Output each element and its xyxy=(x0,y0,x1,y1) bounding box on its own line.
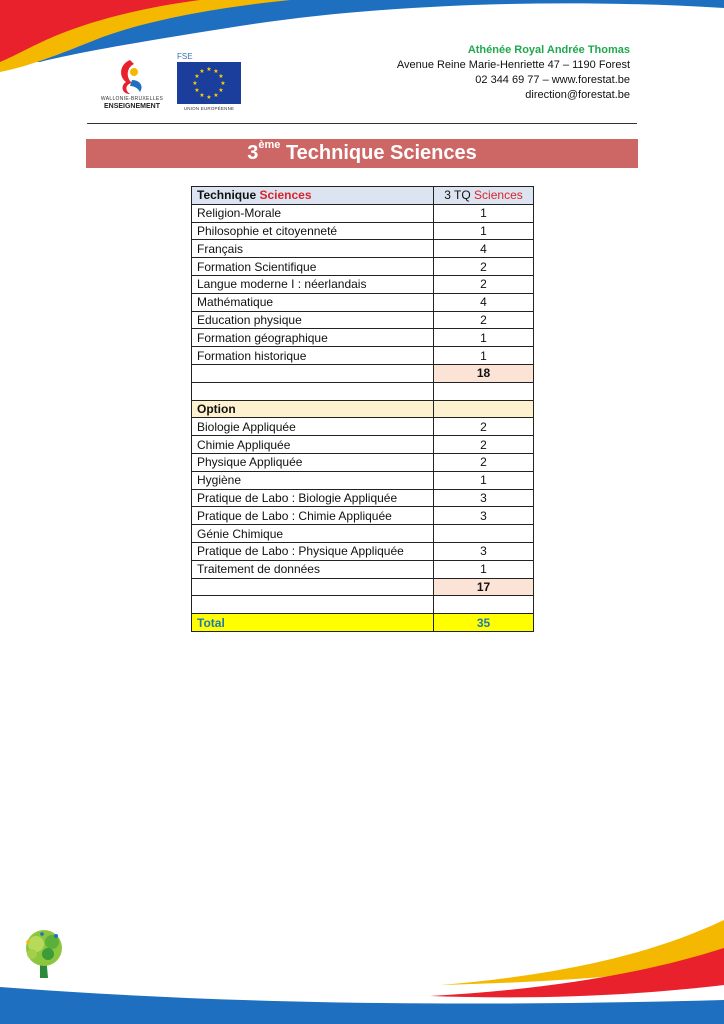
svg-text:★: ★ xyxy=(192,80,198,87)
school-name: Athénée Royal Andrée Thomas xyxy=(467,44,630,56)
school-info xyxy=(397,43,630,103)
subject-name: Français xyxy=(192,240,434,258)
eu-flag-icon xyxy=(177,62,241,104)
table-row xyxy=(192,222,534,240)
spacer-row xyxy=(192,596,534,614)
empty-cell xyxy=(434,596,534,614)
table-row xyxy=(192,560,534,578)
option-empty-cell xyxy=(434,400,534,418)
total-value: 35 xyxy=(434,614,534,632)
option-name: Génie Chimique xyxy=(192,525,434,543)
subject-name: Formation géographique xyxy=(192,329,434,347)
option-label: Option xyxy=(192,400,434,418)
title-main: Technique Sciences xyxy=(285,142,477,164)
subject-hours: 4 xyxy=(434,293,534,311)
subject-hours: 1 xyxy=(434,204,534,222)
option-name: Pratique de Labo : Physique Appliquée xyxy=(192,542,434,560)
subject-name: Religion-Morale xyxy=(192,204,434,222)
school-contact: 02 344 69 77 – www.forestat.be xyxy=(475,74,630,86)
option-hours: 1 xyxy=(434,560,534,578)
wbe-logo-line2: ENSEIGNEMENT xyxy=(103,103,160,110)
course-table xyxy=(191,186,534,632)
subject-name: Philosophie et citoyenneté xyxy=(192,222,434,240)
header-col-highlight: Sciences xyxy=(474,188,523,203)
table-row xyxy=(192,542,534,560)
title-superscript: ème xyxy=(258,139,281,151)
table-row xyxy=(192,275,534,293)
table-row xyxy=(192,453,534,471)
wbe-logo-line1: WALLONIE-BRUXELLES xyxy=(100,96,164,102)
empty-cell xyxy=(192,382,434,400)
option-hours xyxy=(434,525,534,543)
table-row xyxy=(192,347,534,365)
subject-hours: 1 xyxy=(434,329,534,347)
option-name: Pratique de Labo : Chimie Appliquée xyxy=(192,507,434,525)
svg-text:★: ★ xyxy=(194,87,200,94)
svg-text:★: ★ xyxy=(199,92,205,99)
svg-text:★: ★ xyxy=(218,73,224,80)
table-row xyxy=(192,240,534,258)
total-label: Total xyxy=(192,614,434,632)
table-header-row xyxy=(192,187,534,205)
option-name: Traitement de données xyxy=(192,560,434,578)
subtotal-label-cell xyxy=(192,578,434,596)
table-row xyxy=(192,329,534,347)
table-row xyxy=(192,418,534,436)
subject-hours: 2 xyxy=(434,258,534,276)
svg-text:★: ★ xyxy=(199,68,205,75)
title-prefix: 3 xyxy=(247,142,259,164)
option-header-row xyxy=(192,400,534,418)
eu-caption: UNION EUROPÉENNE xyxy=(183,106,235,111)
option-hours: 1 xyxy=(434,471,534,489)
subject-hours: 2 xyxy=(434,275,534,293)
table-row xyxy=(192,525,534,543)
option-hours: 2 xyxy=(434,418,534,436)
subtotal-common: 18 xyxy=(434,364,534,382)
table-row xyxy=(192,258,534,276)
subject-hours: 1 xyxy=(434,222,534,240)
subtotal-option: 17 xyxy=(434,578,534,596)
table-row xyxy=(192,293,534,311)
table-row xyxy=(192,436,534,454)
option-hours: 3 xyxy=(434,542,534,560)
table-row xyxy=(192,311,534,329)
svg-text:★: ★ xyxy=(206,94,212,101)
table-row xyxy=(192,489,534,507)
option-name: Hygiène xyxy=(192,471,434,489)
subject-hours: 2 xyxy=(434,311,534,329)
subtotal-row xyxy=(192,364,534,382)
header-label: Technique xyxy=(197,188,257,203)
svg-text:★: ★ xyxy=(194,73,200,80)
empty-cell xyxy=(434,382,534,400)
header-divider xyxy=(87,123,637,124)
option-name: Chimie Appliquée xyxy=(192,436,434,454)
option-hours: 3 xyxy=(434,507,534,525)
subtotal-label-cell xyxy=(192,364,434,382)
spacer-row xyxy=(192,382,534,400)
option-hours: 2 xyxy=(434,453,534,471)
svg-text:★: ★ xyxy=(218,87,224,94)
table-row xyxy=(192,471,534,489)
svg-text:★: ★ xyxy=(213,92,219,99)
option-hours: 2 xyxy=(434,436,534,454)
header-col-cell xyxy=(434,187,534,205)
total-row xyxy=(192,614,534,632)
subject-hours: 4 xyxy=(434,240,534,258)
page-title xyxy=(86,139,638,168)
subject-name: Formation Scientifique xyxy=(192,258,434,276)
header-label-highlight: Sciences xyxy=(259,188,312,203)
table-row xyxy=(192,507,534,525)
subject-name: Formation historique xyxy=(192,347,434,365)
subject-hours: 1 xyxy=(434,347,534,365)
option-name: Pratique de Labo : Biologie Appliquée xyxy=(192,489,434,507)
school-address: Avenue Reine Marie-Henriette 47 – 1190 Forest xyxy=(396,59,630,71)
subject-name: Education physique xyxy=(192,311,434,329)
option-name: Biologie Appliquée xyxy=(192,418,434,436)
school-email: direction@forestat.be xyxy=(525,89,630,101)
option-hours: 3 xyxy=(434,489,534,507)
header-col: 3 TQ xyxy=(444,188,471,203)
empty-cell xyxy=(192,596,434,614)
subject-name: Mathématique xyxy=(192,293,434,311)
subject-name: Langue moderne I : néerlandais xyxy=(192,275,434,293)
svg-text:★: ★ xyxy=(206,66,212,73)
fse-label: FSE xyxy=(177,52,193,61)
subtotal-row xyxy=(192,578,534,596)
svg-text:★: ★ xyxy=(220,80,226,87)
option-name: Physique Appliquée xyxy=(192,453,434,471)
svg-text:★: ★ xyxy=(213,68,219,75)
tree-logo-icon xyxy=(18,926,72,982)
header-label-cell xyxy=(192,187,434,205)
table-row xyxy=(192,204,534,222)
